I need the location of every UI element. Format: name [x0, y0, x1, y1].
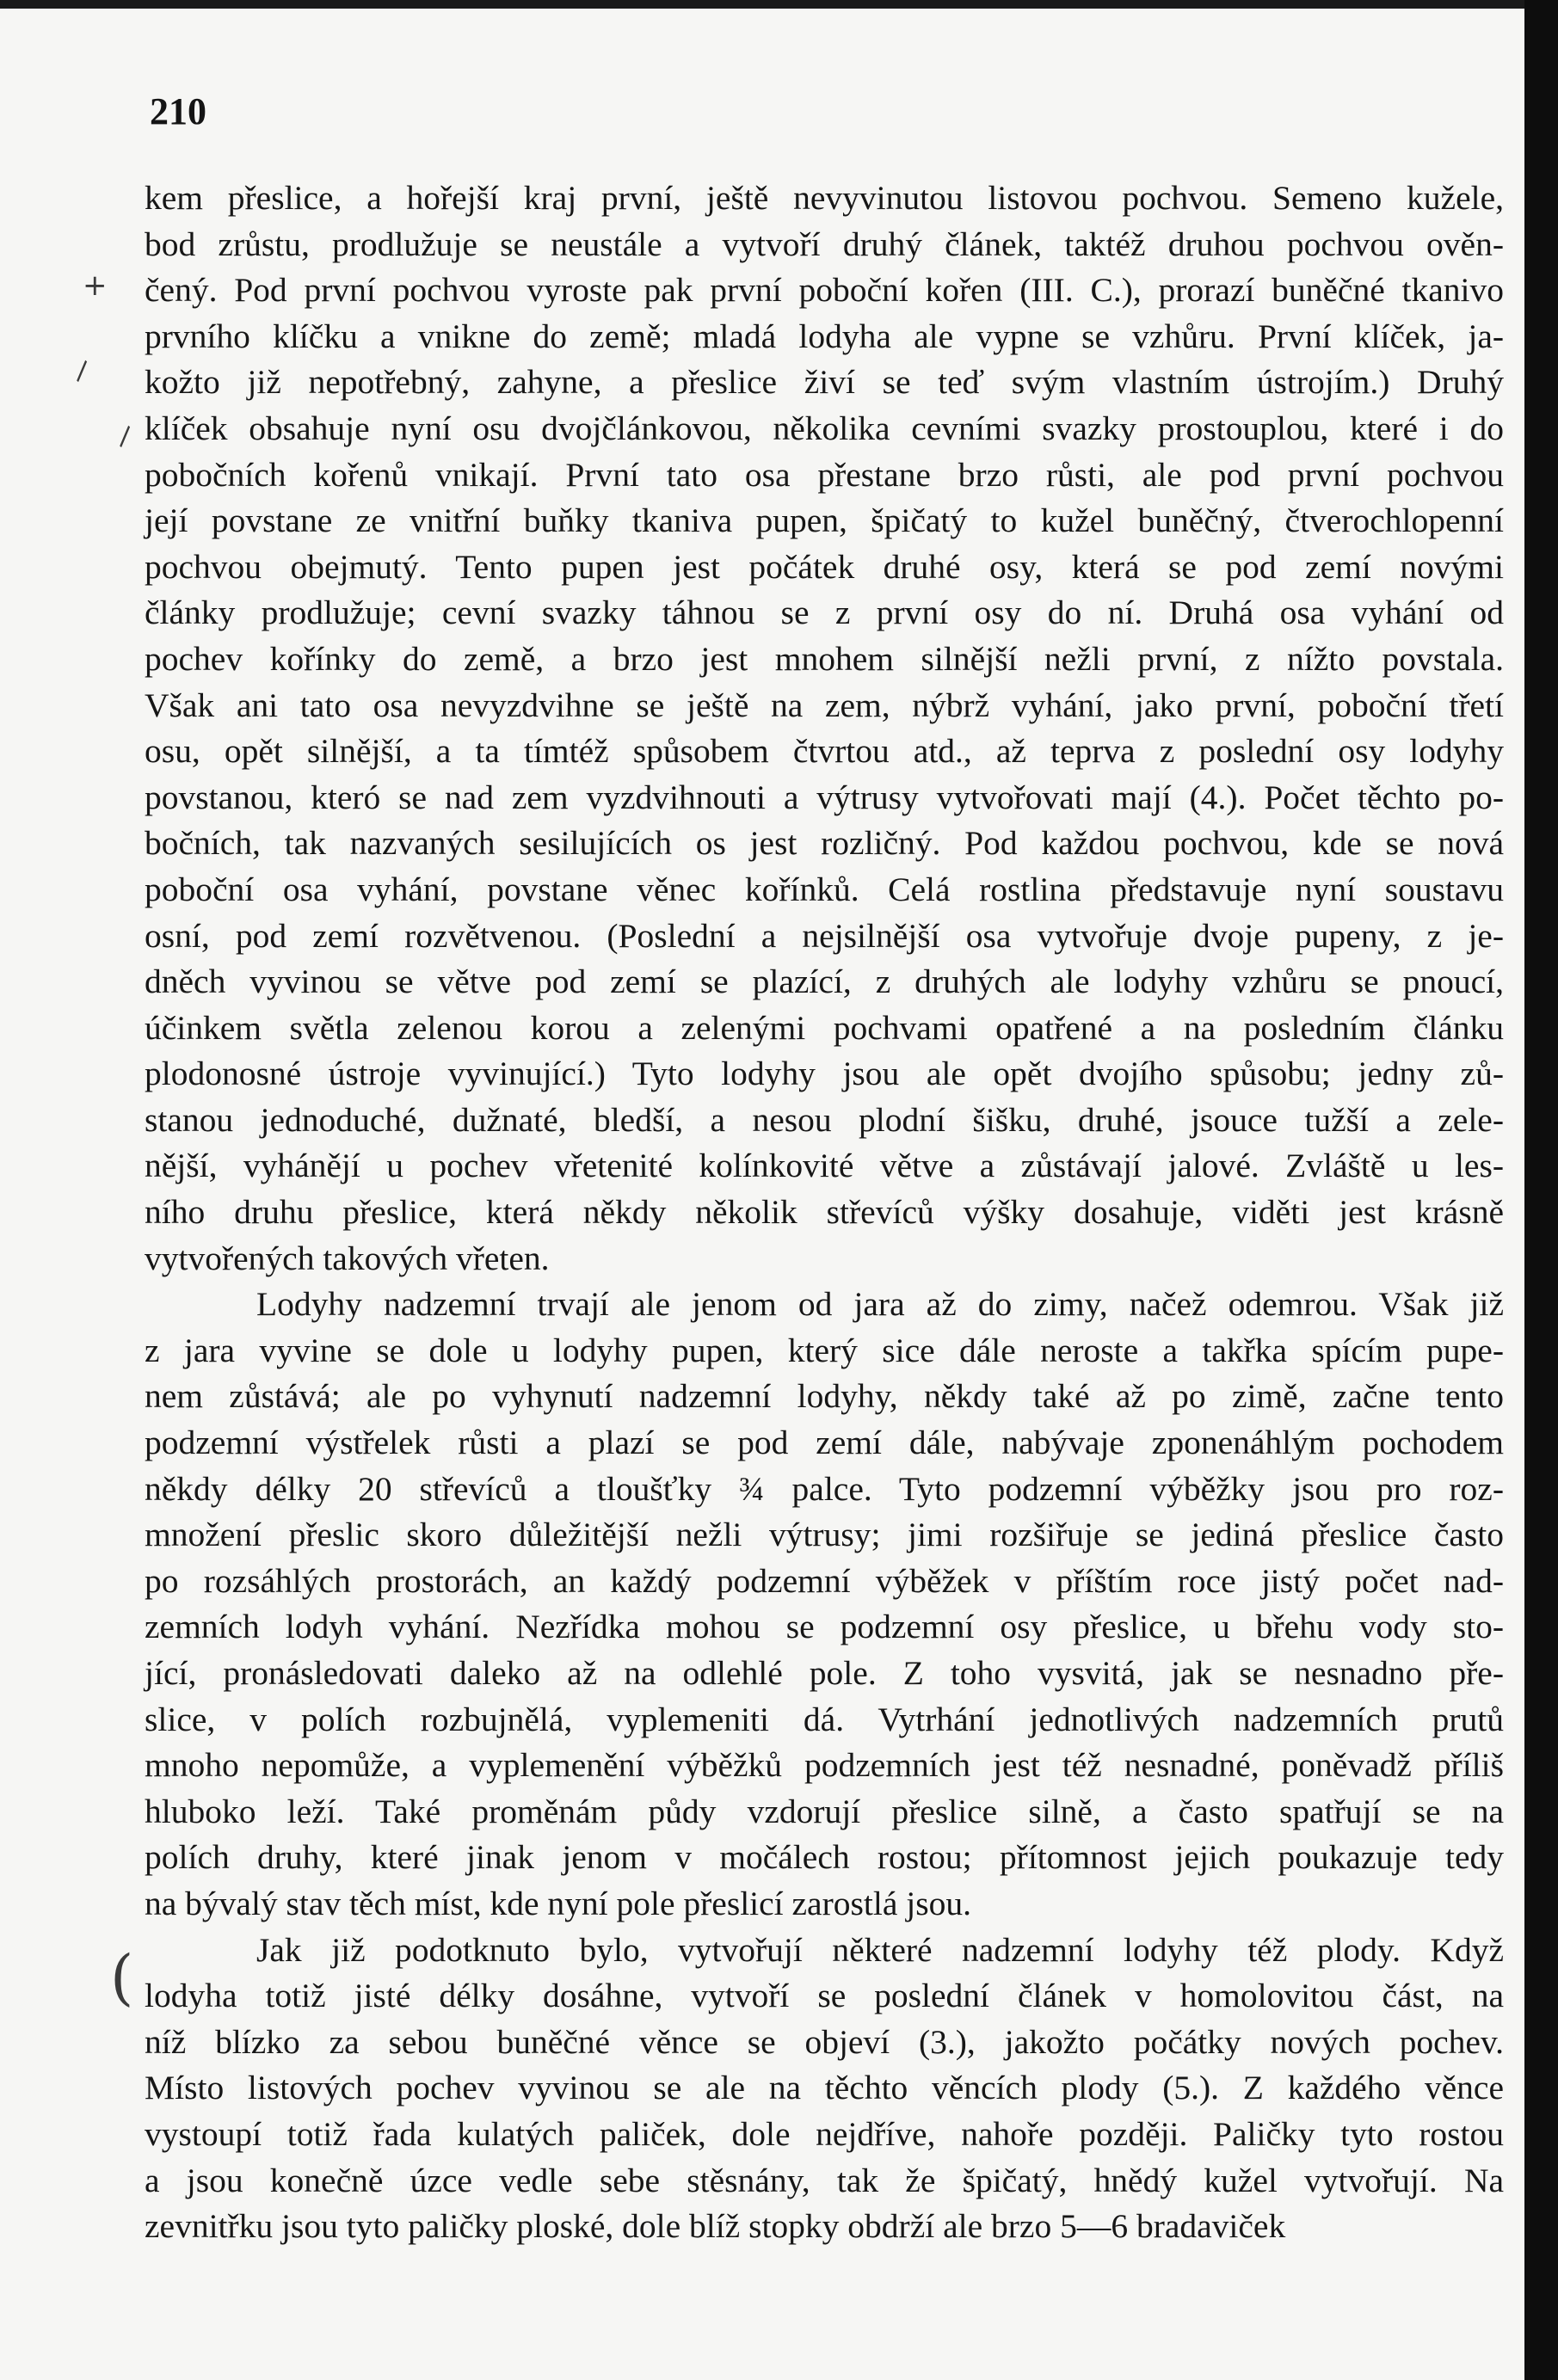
text-line: články prodlužuje; cevní svazky táhnou se z první osy do ní. Druhá osa vyhání od [145, 593, 1504, 632]
text-line: na bývalý stav těch míst, kde nyní pole přeslicí zarostlá jsou. [145, 1884, 971, 1922]
body-text [145, 175, 1504, 2250]
text-line: Však ani tato osa nevyzdvihne se ještě na zem, nýbrž vyhání, jako první, poboční třetí [145, 686, 1504, 724]
margin-cross-mark: + [83, 268, 108, 303]
text-line: klíček obsahuje nyní osu dvojčlánkovou, několika cevními svazky prostouplou, které i do [145, 409, 1504, 447]
text-line: dněch vyvinou se větve pod zemí se plazící, z druhých ale lodyhy vzhůru se pnoucí, [145, 962, 1504, 1001]
text-line: podzemní výstřelek růsti a plazí se pod zemí dále, nabývaje zponenáhlým pochodem [145, 1424, 1504, 1462]
text-line: účinkem světla zelenou korou a zelenými pochvami opatřené a na posledním článku [145, 1008, 1504, 1047]
text-line: pochev kořínky do země, a brzo jest mnohem silnější nežli první, z nížto povstala. [145, 639, 1504, 678]
text-line: čený. Pod první pochvou vyroste pak první poboční kořen (III. C.), prorazí buněčné tkanivo [145, 271, 1504, 310]
text-line: bočních, tak nazvaných sesilujících os jest rozličný. Pod každou pochvou, kde se nová [145, 824, 1504, 863]
text-line: vytvořených takových vřeten. [145, 1239, 550, 1277]
margin-dash-mark: \ [68, 356, 95, 386]
text-line: prvního klíčku a vnikne do země; mladá lodyha ale vypne se vzhůru. První klíček, ja- [145, 317, 1504, 355]
text-line: množení přeslic skoro důležitější nežli výtrusy; jimi rozšiřuje se jediná přeslice často [145, 1516, 1504, 1554]
text-line: z jara vyvine se dole u lodyhy pupen, který sice dále neroste a takřka spícím pupe- [145, 1331, 1504, 1369]
text-line: její povstane ze vnitřní buňky tkaniva pupen, špičatý to kužel buněčný, čtverochlopenní [145, 501, 1504, 540]
text-line: níž blízko za sebou buněčné věnce se objeví (3.), jakožto počátky nových pochev. [145, 2022, 1504, 2061]
text-line: Místo listových pochev vyvinou se ale na těchto věncích plody (5.). Z každého věnce [145, 2069, 1504, 2107]
text-line: nější, vyhánějí u pochev vřetenité kolínkovité větve a zůstávají jalové. Zvláště u les- [145, 1147, 1504, 1185]
text-line: někdy délky 20 střevíců a tloušťky ¾ palce. Tyto podzemní výběžky jsou pro roz- [145, 1469, 1504, 1508]
text-line: osu, opět silnější, a ta tímtéž spůsobem čtvrtou atd., až teprva z poslední osy lodyhy [145, 732, 1504, 771]
text-line: kem přeslice, a hořejší kraj první, ještě nevyvinutou listovou pochvou. Semeno kužele, [145, 179, 1504, 217]
text-line: Lodyhy nadzemní trvají ale jenom od jara až do zimy, načež odemrou. Však již [256, 1285, 1504, 1324]
text-line: stanou jednoduché, dužnaté, bledší, a nesou plodní šišku, druhé, jsouce tužší a zele- [145, 1100, 1504, 1139]
margin-dash-mark: \ [111, 421, 139, 452]
text-line: plodonosné ústroje vyvinující.) Tyto lodyhy jsou ale opět dvojího spůsobu; jedny zů- [145, 1055, 1504, 1093]
text-line: nem zůstává; ale po vyhynutí nadzemní lodyhy, někdy také až po zimě, začne tento [145, 1377, 1504, 1416]
margin-bracket-mark: ( [110, 1942, 134, 2013]
text-line: zevnitřku jsou tyto paličky ploské, dole blíž stopky obdrží ale brzo 5—6 bradaviček [145, 2207, 1286, 2246]
text-line: pochvou obejmutý. Tento pupen jest počátek druhé osy, která se pod zemí novými [145, 547, 1504, 586]
text-line: a jsou konečně úzce vedle sebe stěsnány, tak že špičatý, hnědý kužel vytvořují. Na [145, 2161, 1504, 2199]
text-line: polích druhy, které jinak jenom v močálech rostou; přítomnost jejich poukazuje tedy [145, 1838, 1504, 1877]
text-line: mnoho nepomůže, a vyplemenění výběžků podzemních jest též nesnadné, poněvadž příliš [145, 1746, 1504, 1785]
text-line: Jak již podotknuto bylo, vytvořují některé nadzemní lodyhy též plody. Když [256, 1930, 1504, 1969]
text-line: jící, pronásledovati daleko až na odlehlé pole. Z toho vysvitá, jak se nesnadno pře- [145, 1654, 1504, 1692]
text-line: poboční osa vyhání, povstane věnec kořínků. Celá rostlina představuje nyní soustavu [145, 870, 1504, 908]
text-line: vystoupí totiž řada kulatých paliček, dole nejdříve, nahoře později. Paličky tyto rostou [145, 2114, 1504, 2153]
scan-top-edge [0, 0, 1558, 9]
text-line: zemních lodyh vyhání. Nezřídka mohou se podzemní osy přeslice, u břehu vody sto- [145, 1608, 1504, 1646]
text-line: slice, v polích rozbujnělá, vyplemeniti dá. Vytrhání jednotlivých nadzemních prutů [145, 1700, 1504, 1738]
text-line: bod zrůstu, prodlužuje se neustále a vytvoří druhý článek, taktéž druhou pochvou ověn- [145, 224, 1504, 263]
page-number: 210 [150, 90, 206, 132]
text-line: po rozsáhlých prostorách, an každý podzemní výběžek v příštím roce jistý počet nad- [145, 1561, 1504, 1600]
text-line: ního druhu přeslice, která někdy několik střevíců výšky dosahuje, viděti jest krásně [145, 1193, 1504, 1232]
text-line: kožto již nepotřebný, zahyne, a přeslice živí se teď svým vlastním ústrojím.) Druhý [145, 363, 1504, 402]
text-line: hluboko leží. Také proměnám půdy vzdorují přeslice silně, a často spatřují se na [145, 1792, 1504, 1830]
text-line: povstanou, kteró se nad zem vyzdvihnouti a výtrusy vytvořovati mají (4.). Počet těchto po- [145, 778, 1504, 816]
text-line: pobočních kořenů vnikají. První tato osa přestane brzo růsti, ale pod první pochvou [145, 455, 1504, 494]
scan-right-edge [1524, 0, 1558, 2380]
text-line: osní, pod zemí rozvětvenou. (Poslední a nejsilnější osa vytvořuje dvoje pupeny, z je- [145, 916, 1504, 955]
text-line: lodyha totiž jisté délky dosáhne, vytvoří se poslední článek v homolovitou část, na [145, 1977, 1504, 2015]
